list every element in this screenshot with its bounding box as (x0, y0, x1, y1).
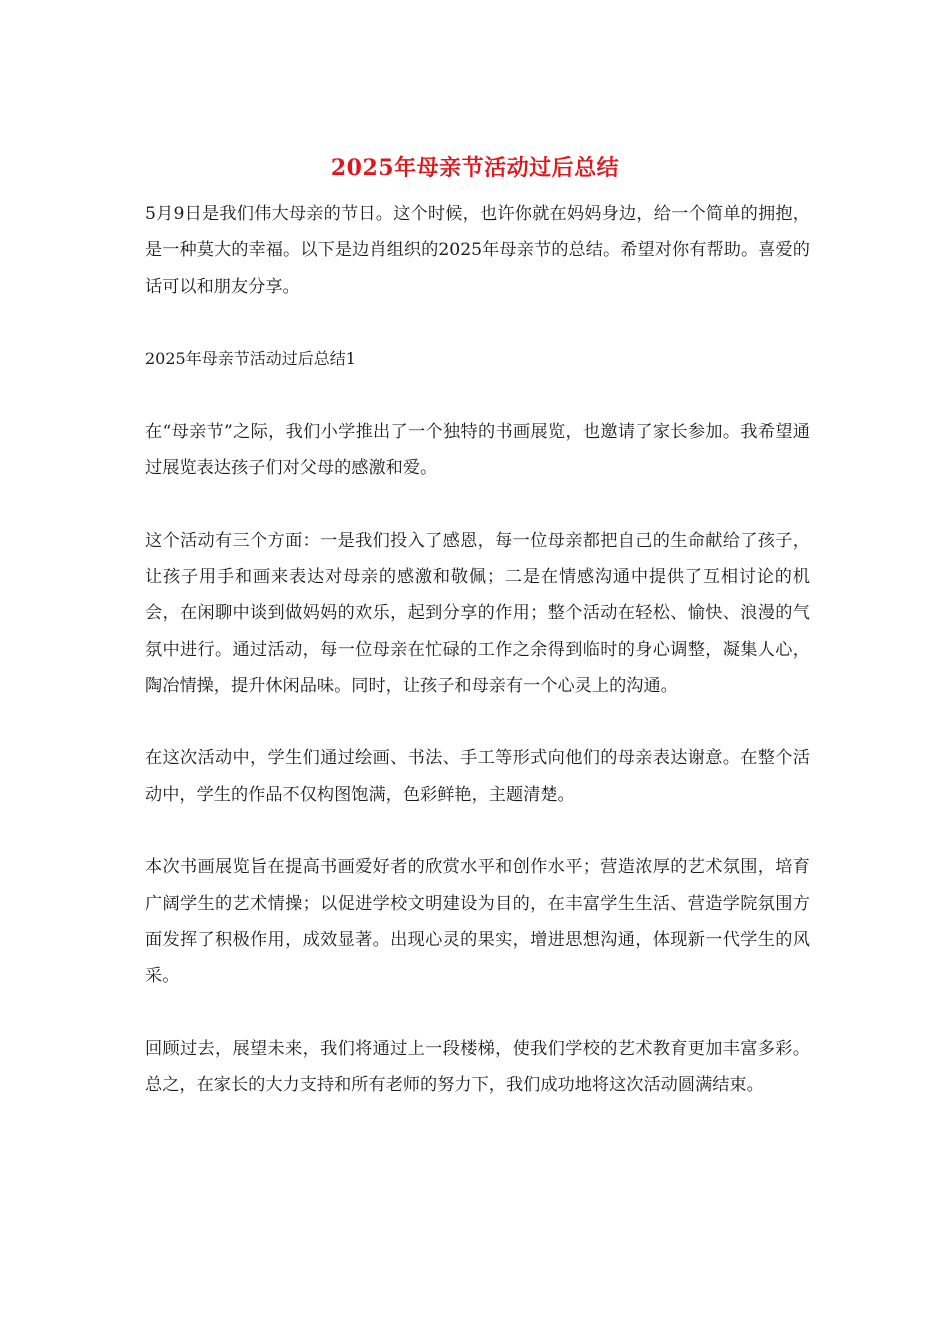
intro-paragraph: 5月9日是我们伟大母亲的节日。这个时候，也许你就在妈妈身边，给一个简单的拥抱，是一种莫大的幸福。以下是边肖组织的2025年母亲节的总结。希望对你有帮助。喜爱的话可以和朋友分享。 (145, 204, 810, 297)
body-paragraph: 本次书画展览旨在提高书画爱好者的欣赏水平和创作水平；营造浓厚的艺术氛围，培育广阔学生的艺术情操；以促进学校文明建设为目的，在丰富学生生活、营造学院氛围方面发挥了积极作用，成效显著。出现心灵的果实，增进思想沟通，体现新一代学生的风采。 (145, 857, 810, 987)
body-paragraph: 这个活动有三个方面：一是我们投入了感恩，每一位母亲都把自己的生命献给了孩子，让孩子用手和画来表达对母亲的感激和敬佩；二是在情感沟通中提供了互相讨论的机会，在闲聊中谈到做妈妈的欢乐，起到分享的作用；整个活动在轻松、愉快、浪漫的气氛中进行。通过活动，每一位母亲在忙碌的工作之余得到临时的身心调整，凝集人心，陶冶情操，提升休闲品味。同时，让孩子和母亲有一个心灵上的沟通。 (145, 530, 810, 696)
section-heading: 2025年母亲节活动过后总结1 (145, 349, 356, 369)
document-body (145, 196, 810, 1140)
body-paragraph: 在“母亲节”之际，我们小学推出了一个独特的书画展览，也邀请了家长参加。我希望通过展览表达孩子们对父母的感激和爱。 (145, 421, 810, 479)
document-title: 2025年母亲节活动过后总结 (330, 155, 620, 181)
body-paragraph: 在这次活动中，学生们通过绘画、书法、手工等形式向他们的母亲表达谢意。在整个活动中，学生的作品不仅构图饱满，色彩鲜艳，主题清楚。 (145, 748, 810, 805)
closing-paragraph: 回顾过去，展望未来，我们将通过上一段楼梯，使我们学校的艺术教育更加丰富多彩。总之，在家长的大力支持和所有老师的努力下，我们成功地将这次活动圆满结束。 (145, 1038, 810, 1096)
